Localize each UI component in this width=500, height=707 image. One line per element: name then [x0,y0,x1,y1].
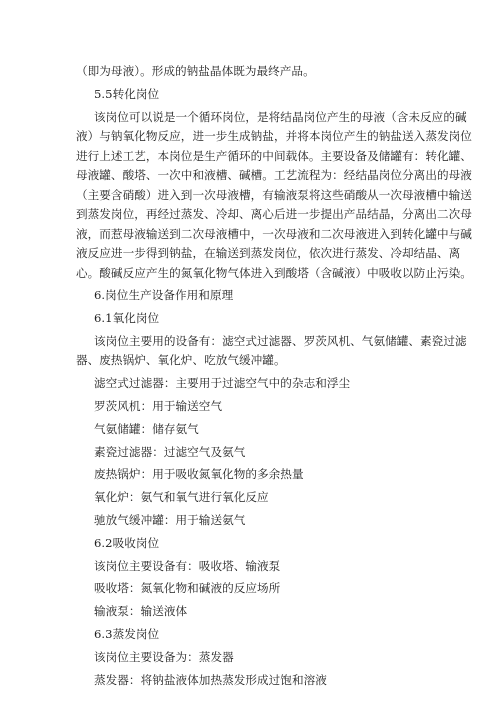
text-line: 蒸发器：将钠盐液体加热蒸发形成过饱和溶液 [94,672,327,687]
text-line: 5.5转化岗位 [94,86,160,101]
text-line: 6.3蒸发岗位 [94,627,160,642]
text-line: 进行上述工艺，本岗位是生产循环的中间载体。主要设备及储罐有：转化罐、 [76,148,472,163]
text-line: 液）与钠氧化物反应，进一步生成钠盐，并将本岗位产生的钠盐送入蒸发岗位 [76,129,472,144]
text-line: （即为母液）。形成的钠盐晶体既为最终产品。 [76,64,315,78]
document-page [76,62,472,690]
text-line: 6.1氧化岗位 [94,311,160,326]
text-line: 6.2吸收岗位 [94,535,160,550]
text-line: 罗茨风机：用于输送空气 [94,399,223,414]
text-line: 到蒸发岗位，再经过蒸发、冷却、离心后进一步提出产品结晶，分离出二次母 [76,207,472,222]
text-line: 液反应进一步得到钠盐，在输送到蒸发岗位，依次进行蒸发、冷却结晶、离 [76,246,461,261]
text-line: 液，而惹母液输送到二次母液槽中，一次母液和二次母液进入到转化罐中与碱 [76,226,472,241]
text-line: 6.岗位生产设备作用和原理 [94,288,234,303]
text-line: 该岗位可以说是一个循环岗位，是将结晶岗位产生的母液（含未反应的碱 [94,109,467,124]
text-line: 滤空式过滤器：主要用于过滤空气中的杂志和浮尘 [94,376,351,391]
text-line: 输液泵：输送液体 [94,604,188,619]
text-line: 该岗位主要设备有：吸收塔、输液泵 [94,558,281,573]
text-line: 废热锅炉：用于吸收氮氧化物的多余热量 [94,467,304,482]
text-line: 氧化炉：氨气和氧气进行氧化反应 [94,490,269,505]
text-line: 吸收塔：氮氧化物和碱液的反应场所 [94,581,281,596]
text-line: 该岗位主要设备为：蒸发器 [94,649,234,664]
text-line: 素瓷过滤器：过滤空气及氨气 [94,444,246,459]
text-line: 驰放气缓冲罐：用于输送氨气 [94,513,246,528]
text-line: 母液罐、酸塔、一次中和液槽、碱槽。工艺流程为：经结晶岗位分离出的母液 [76,168,472,183]
text-line: 器、废热锅炉、氧化炉、吃放气缓冲罐。 [76,353,286,368]
text-line: 气氨储罐：储存氨气 [94,421,199,436]
text-line: 该岗位主要用的设备有：滤空式过滤器、罗茨风机、气氨储罐、素瓷过滤 [94,333,467,348]
text-line: （主要含硝酸）进入到一次母液槽，有输液泵将这些硝酸从一次母液槽中输送 [76,187,472,202]
text-line: 心。酸碱反应产生的氮氧化物气体进入到酸塔（含碱液）中吸收以防止污染。 [76,265,472,280]
